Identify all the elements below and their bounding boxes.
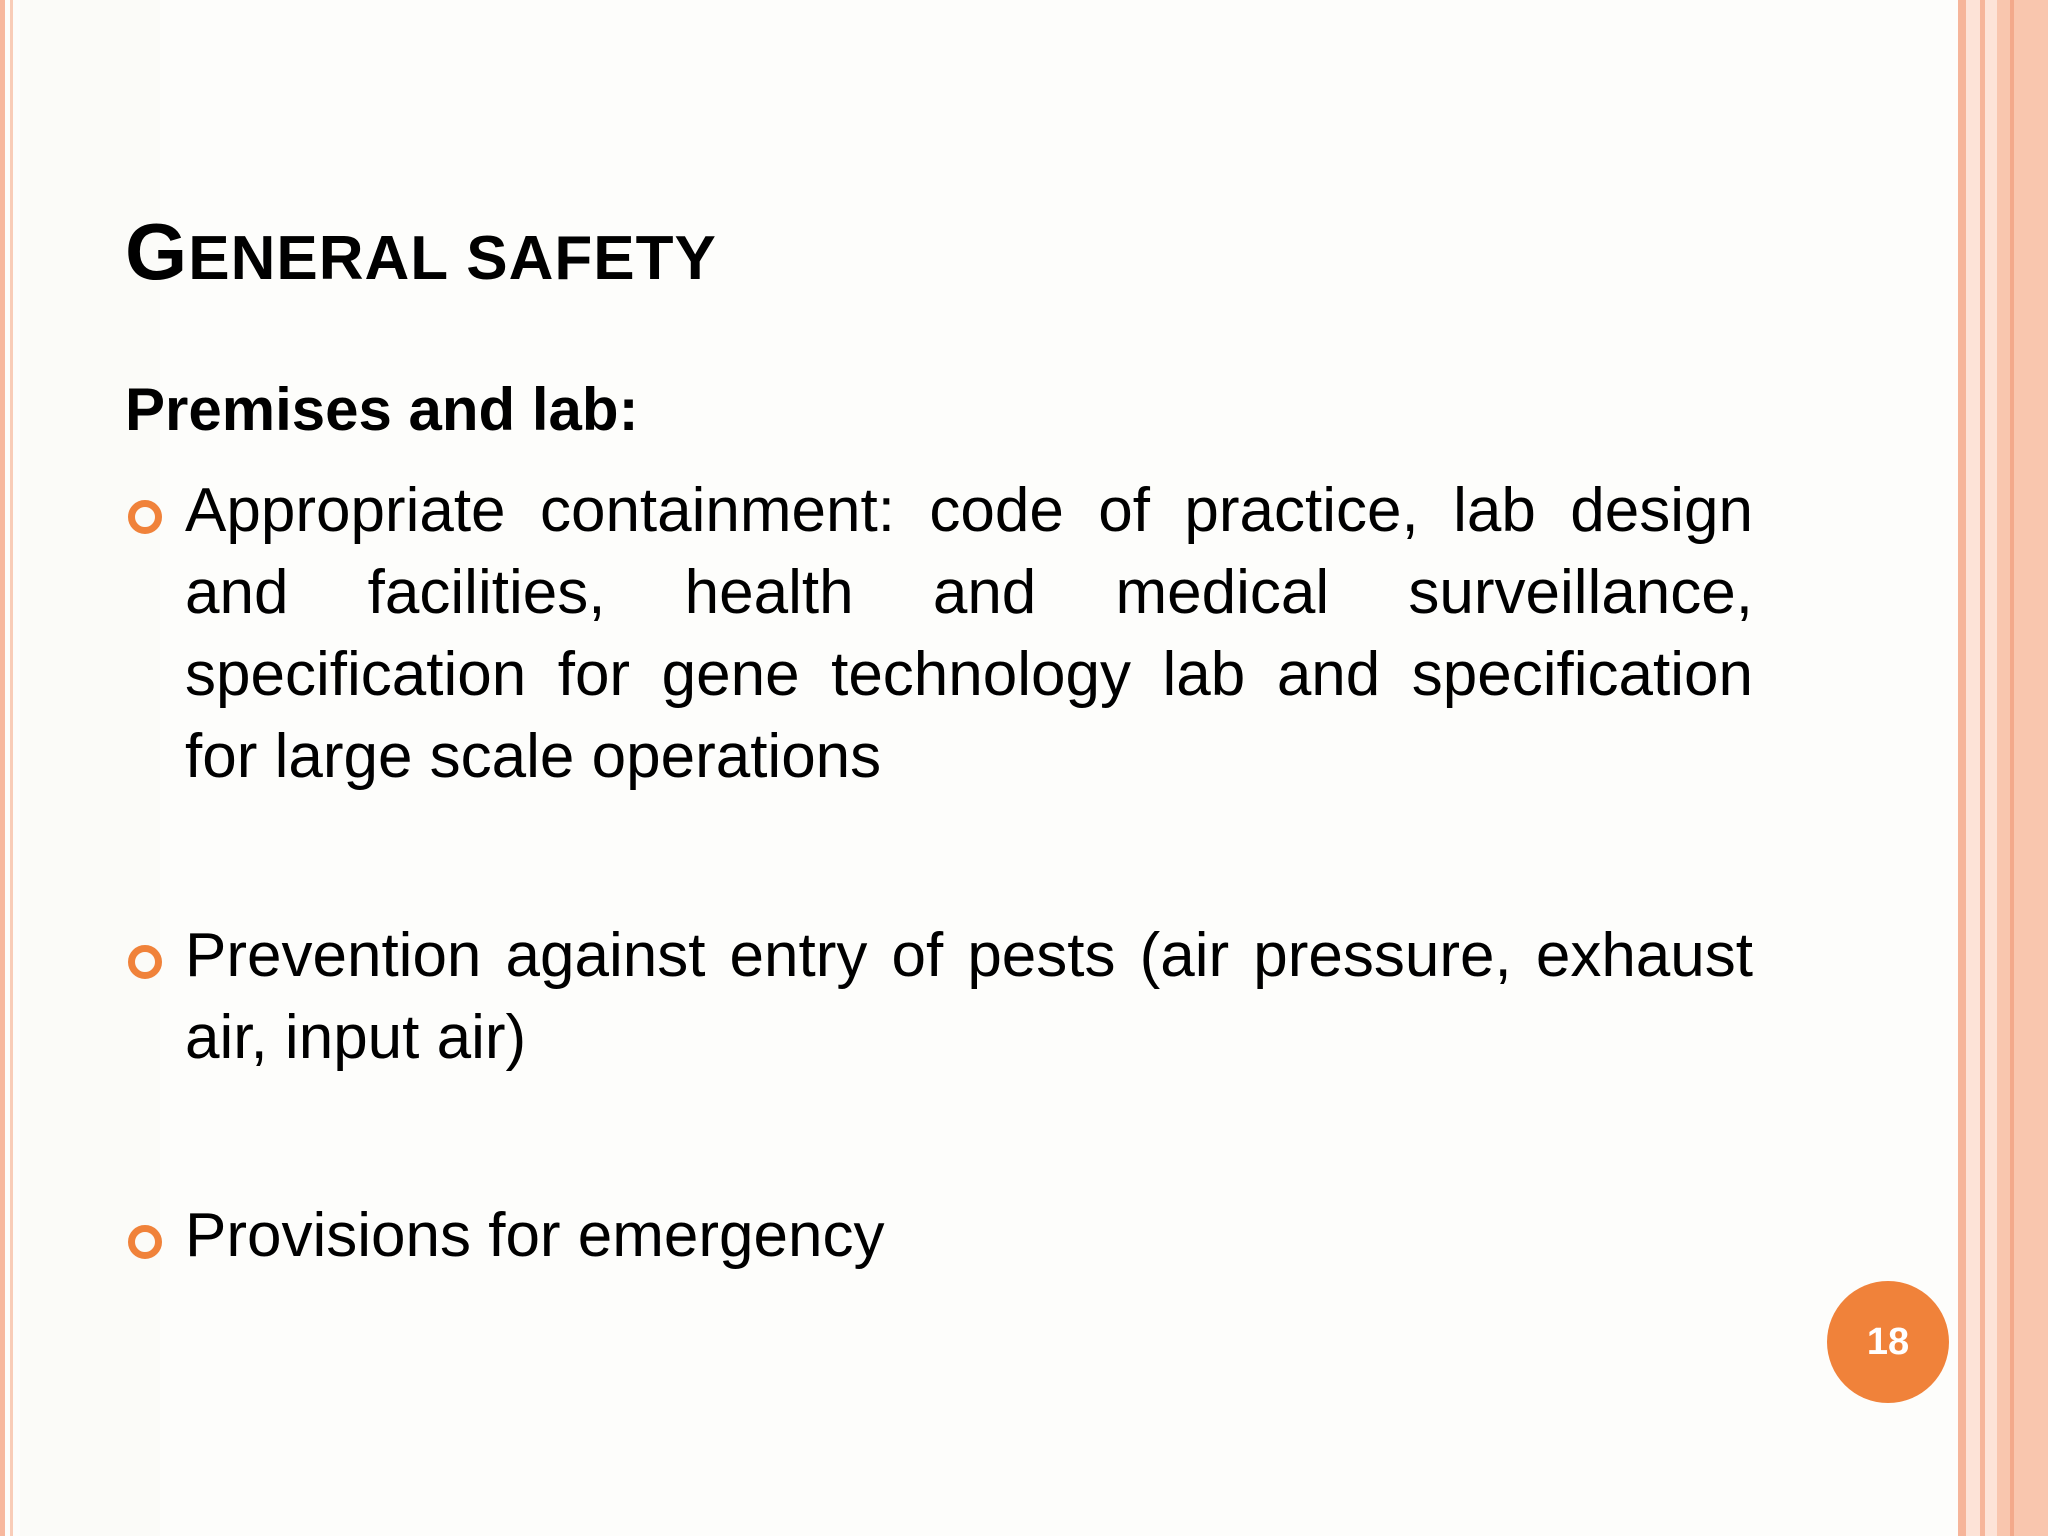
right-border-stripe-dark bbox=[2010, 0, 2014, 1536]
page-number-badge: 18 bbox=[1827, 1281, 1949, 1403]
hollow-circle-bullet-icon bbox=[128, 500, 162, 534]
title-rest: ENERAL SAFETY bbox=[188, 224, 717, 293]
title-first-letter: G bbox=[125, 207, 189, 296]
bullet-text: Provisions for emergency bbox=[185, 1201, 885, 1270]
right-border-stripe bbox=[1958, 0, 1966, 1536]
hollow-circle-bullet-icon bbox=[128, 945, 162, 979]
hollow-circle-bullet-icon bbox=[128, 1225, 162, 1259]
bullet-item bbox=[125, 915, 1753, 1079]
bullet-text: Prevention against entry of pests (air pressure, exhaust air, input air) bbox=[185, 921, 1753, 1072]
right-border-stripe-light bbox=[1966, 0, 1980, 1536]
right-border-stripe-light bbox=[1985, 0, 1997, 1536]
bullet-item bbox=[125, 1195, 1753, 1277]
bullet-text: Appropriate containment: code of practice, lab design and facilities, health and medical surveillance, specification for gene technology lab and specification for large scale operations bbox=[185, 476, 1753, 791]
slide-title bbox=[125, 207, 717, 296]
right-border-band bbox=[1997, 0, 2048, 1536]
left-border-stripe bbox=[0, 0, 5, 1536]
left-border-stripe-inner bbox=[10, 0, 13, 1536]
section-subheading: Premises and lab: bbox=[125, 376, 639, 443]
bullet-item bbox=[125, 470, 1753, 798]
